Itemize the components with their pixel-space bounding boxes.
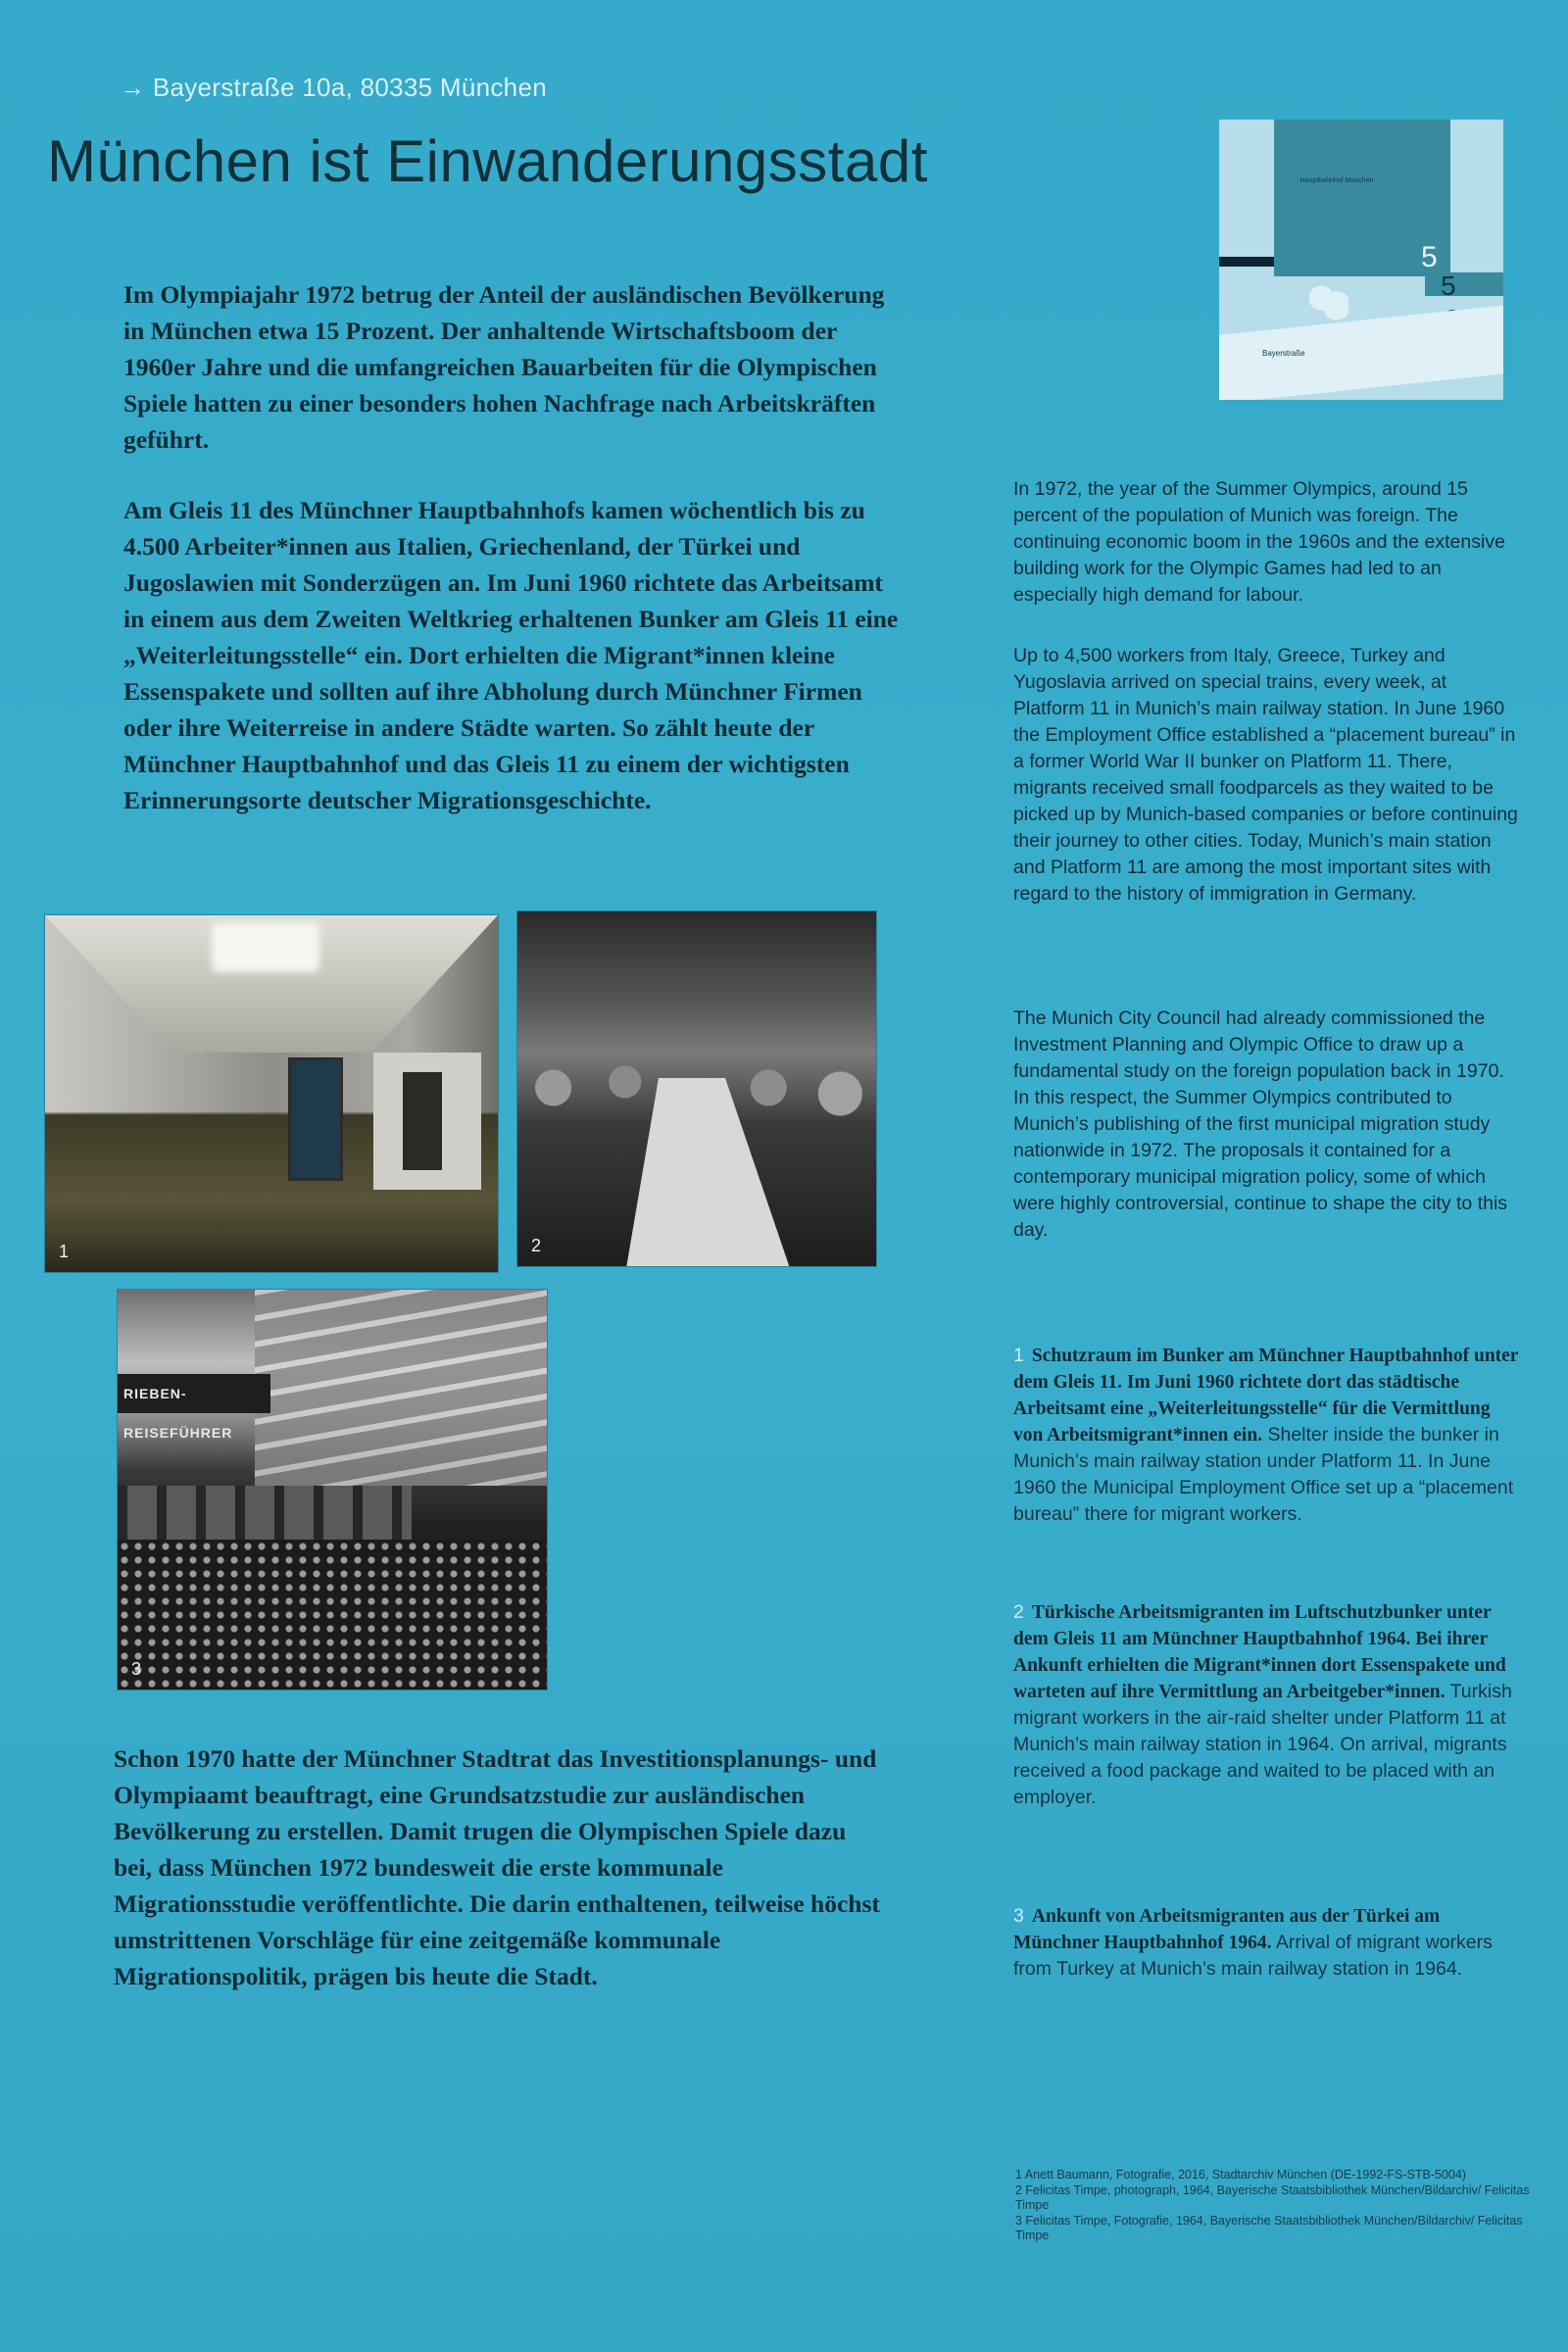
photo-number: 1 (59, 1242, 70, 1261)
map-building-label: Hauptbahnhof München (1299, 177, 1374, 184)
address: → Bayerstraße 10a, 80335 München (120, 73, 547, 102)
photo-crowd (118, 1540, 547, 1690)
map-marker-number: 5 (1441, 270, 1456, 301)
caption-2 (1013, 1599, 1523, 1811)
caption-number: 1 (1013, 1345, 1024, 1366)
map-street-label: Bayerstraße (1262, 349, 1305, 358)
photo-credits (1015, 2168, 1544, 2244)
photo-doorway (373, 1053, 481, 1190)
photo-bunker-shelter (45, 915, 498, 1272)
german-paragraph-1: Im Olympiajahr 1972 betrug der Anteil der ausländischen Bevölkerung in München etwa 15 Prozent. Der anhaltende Wirtschaftsboom der 1960er Jahre und die umfangreichen Bauarbeiten für die Olympischen Spiele hatten zu einer besonders hohen Nachfrage nach Arbeitskräften geführt. (123, 280, 885, 454)
photo-migrants-in-bunker (517, 911, 876, 1266)
caption-number: 3 (1013, 1905, 1024, 1927)
german-paragraph-3: Schon 1970 hatte der Münchner Stadtrat das Investitionsplanungs- und Olympiaamt beauftragt, eine Grundsatzstudie zur ausländischen Bevölkerung zu erstellen. Damit trugen die Olympischen Spiele dazu bei, dass München 1972 bundesweit die erste kommunale Migrationsstudie veröffentlichte. Die darin enthaltenen, teilweise höchst umstrittenen Vorschläge für eine zeitgemäße kommunale Migrationspolitik, prägen bis heute die Stadt. (114, 1744, 880, 1990)
photo-number: 2 (531, 1236, 542, 1255)
caption-german: Türkische Arbeitsmigranten im Luftschutzbunker unter dem Gleis 11 am Münchner Hauptbahnhof 1964. Bei ihrer Ankunft erhielten die Migrant*innen dort Essenspakete und warteten auf ihre Vermittlung an Arbeitgeber*innen. (1013, 1602, 1506, 1702)
english-paragraph-2: Up to 4,500 workers from Italy, Greece, Turkey and Yugoslavia arrived on special trains, every week, at Platform 11 in Munich’s main railway station. In June 1960 the Employment Office established a “placement bureau” in a former World War II bunker on Platform 11. There, migrants received small foodparcels as they waited to be picked up by Munich-based companies or before continuing their journey to other cities. Today, Munich’s main station and Platform 11 are among the most important sites with regard to the history of immigration in Germany. (1013, 645, 1518, 905)
english-paragraph-3: The Munich City Council had already commissioned the Investment Planning and Olympic Office to draw up a fundamental study on the foreign population back in 1970. In this respect, the Summer Olympics contributed to Munich’s publishing of the first municipal migration study nationwide in 1972. The proposals it contained for a contemporary municipal migration policy, some of which were highly controversial, continue to shape the city to this day. (1013, 1007, 1508, 1241)
photo-arrival-platform (118, 1290, 547, 1690)
photo-door (288, 1057, 343, 1181)
photo-light (212, 923, 319, 972)
photo-train (118, 1486, 412, 1544)
caption-english: Arrival of migrant workers from Turkey at Munich’s main railway station in 1964. (1013, 1932, 1493, 1980)
map-marker-bar (1425, 272, 1503, 296)
caption-english: Turkish migrant workers in the air-raid shelter under Platform 11 at Munich’s main railway station in 1964. On arrival, migrants received a food package and waited to be placed with an employer. (1013, 1681, 1512, 1808)
english-paragraph-1: In 1972, the year of the Summer Olympics, around 15 percent of the population of Munich was foreign. The continuing economic boom in the 1960s and the extensive building work for the Olympic Games had led to an especially high demand for labour. (1013, 478, 1505, 606)
map-rail (1219, 257, 1274, 267)
map-green-area (1309, 282, 1348, 321)
credit-item: 2 Felicitas Timpe, photograph, 1964, Bayerische Staatsbibliothek München/Bildarchiv/ Felicitas Timpe (1015, 2182, 1530, 2212)
page-title: München ist Einwanderungsstadt (47, 128, 928, 194)
caption-german: Schutzraum im Bunker am Münchner Hauptbahnhof unter dem Gleis 11. Im Juni 1960 richtete dort das städtische Arbeitsamt eine „Weiterleitungsstelle“ für die Vermittlung von Arbeitsmigrant*innen ein. (1013, 1346, 1519, 1446)
caption-german: Ankunft von Arbeitsmigranten aus der Türkei am Münchner Hauptbahnhof 1964. (1013, 1906, 1441, 1953)
photo-roof (255, 1290, 547, 1486)
location-map (1219, 120, 1503, 400)
photo-number: 3 (131, 1659, 142, 1679)
photo-sign: RIEBEN-REISEFÜHRER (118, 1374, 270, 1413)
credit-item: 1 Anett Baumann, Fotografie, 2016, Stadtarchiv München (DE-1992-FS-STB-5004) (1015, 2168, 1466, 2181)
caption-number: 2 (1013, 1601, 1024, 1623)
caption-3 (1013, 1903, 1523, 1983)
caption-english: Shelter inside the bunker in Munich’s main railway station under Platform 11. In June 1960 the Municipal Employment Office set up a “placement bureau” there for migrant workers. (1013, 1424, 1514, 1525)
german-paragraph-2: Am Gleis 11 des Münchner Hauptbahnhofs kamen wöchentlich bis zu 4.500 Arbeiter*innen aus Italien, Griechenland, der Türkei und Jugoslawien mit Sonderzügen an. Im Juni 1960 richtete das Arbeitsamt in einem aus dem Zweiten Weltkrieg erhaltenen Bunker am Gleis 11 eine „Weiterleitungsstelle“ ein. Dort erhielten die Migrant*innen kleine Essenspakete und sollten auf ihre Abholung durch Münchner Firmen oder ihre Weiterreise in andere Städte warten. So zählt heute der Münchner Hauptbahnhof und das Gleis 11 zu einem der wichtigsten Erinnerungsorte deutscher Migrationsgeschichte. (123, 496, 899, 814)
caption-1 (1013, 1343, 1523, 1528)
credit-item: 3 Felicitas Timpe, Fotografie, 1964, Bayerische Staatsbibliothek München/Bildarchiv/ Felicitas Timpe (1015, 2213, 1523, 2242)
map-station-number: 5 (1421, 241, 1438, 273)
